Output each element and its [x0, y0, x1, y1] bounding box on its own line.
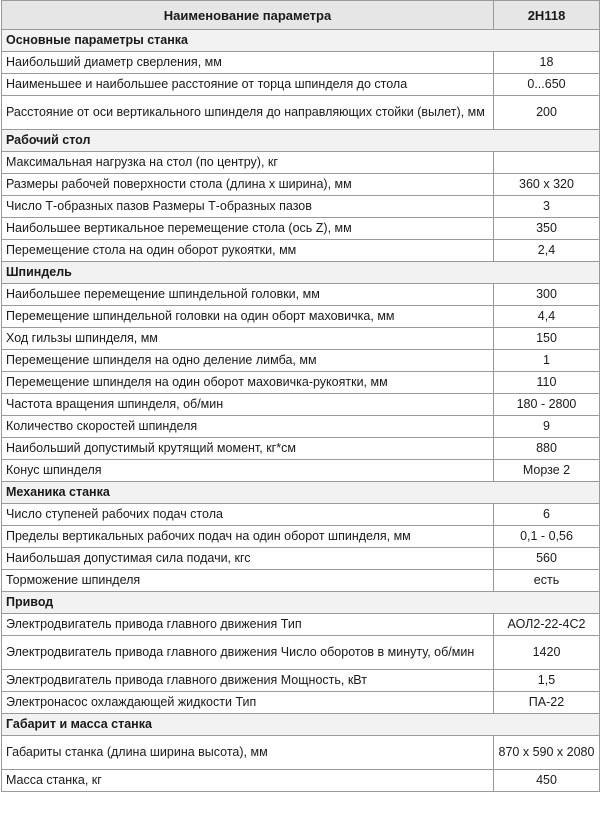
table-row: [2, 152, 600, 174]
parameter-name: Электродвигатель привода главного движения Мощность, кВт: [2, 670, 494, 692]
parameter-name: Наибольшее перемещение шпиндельной головки, мм: [2, 284, 494, 306]
table-row: [2, 394, 600, 416]
parameter-value: 2,4: [494, 240, 600, 262]
model-column-header: 2Н118: [494, 1, 600, 30]
parameter-name: Перемещение шпинделя на одно деление лимба, мм: [2, 350, 494, 372]
parameter-value: 1,5: [494, 670, 600, 692]
table-row: [2, 174, 600, 196]
parameter-name: Расстояние от оси вертикального шпинделя до направляющих стойки (вылет), мм: [2, 96, 494, 130]
table-row: [2, 692, 600, 714]
parameter-name: Количество скоростей шпинделя: [2, 416, 494, 438]
parameter-name: Электродвигатель привода главного движения Тип: [2, 614, 494, 636]
parameter-value: 18: [494, 52, 600, 74]
parameter-value: Морзе 2: [494, 460, 600, 482]
section-title: Привод: [2, 592, 600, 614]
section-row: [2, 592, 600, 614]
parameter-value: ПА-22: [494, 692, 600, 714]
parameter-value: 300: [494, 284, 600, 306]
table-row: [2, 736, 600, 770]
parameter-name: Частота вращения шпинделя, об/мин: [2, 394, 494, 416]
table-row: [2, 614, 600, 636]
table-row: [2, 670, 600, 692]
header-row: [2, 1, 600, 30]
parameter-value: 9: [494, 416, 600, 438]
parameter-value: 0...650: [494, 74, 600, 96]
table-row: [2, 636, 600, 670]
parameter-name: Перемещение стола на один оборот рукоятки, мм: [2, 240, 494, 262]
parameter-value: 0,1 - 0,56: [494, 526, 600, 548]
table-row: [2, 416, 600, 438]
parameter-value: 560: [494, 548, 600, 570]
table-row: [2, 96, 600, 130]
section-title: Шпиндель: [2, 262, 600, 284]
parameter-value: 150: [494, 328, 600, 350]
table-row: [2, 74, 600, 96]
spec-table: [1, 0, 600, 792]
table-row: [2, 328, 600, 350]
section-row: [2, 130, 600, 152]
parameter-name: Наибольшая допустимая сила подачи, кгс: [2, 548, 494, 570]
parameter-name: Число Т-образных пазов Размеры Т-образных пазов: [2, 196, 494, 218]
parameter-name: Электродвигатель привода главного движения Число оборотов в минуту, об/мин: [2, 636, 494, 670]
table-row: [2, 196, 600, 218]
parameter-name: Конус шпинделя: [2, 460, 494, 482]
table-row: [2, 306, 600, 328]
parameter-value: 110: [494, 372, 600, 394]
table-row: [2, 240, 600, 262]
parameter-name: Торможение шпинделя: [2, 570, 494, 592]
parameter-name: Электронасос охлаждающей жидкости Тип: [2, 692, 494, 714]
table-row: [2, 284, 600, 306]
parameter-name: Масса станка, кг: [2, 770, 494, 792]
table-row: [2, 350, 600, 372]
parameter-value: 360 х 320: [494, 174, 600, 196]
table-row: [2, 218, 600, 240]
parameter-value: 6: [494, 504, 600, 526]
parameter-value: 180 - 2800: [494, 394, 600, 416]
section-title: Габарит и масса станка: [2, 714, 600, 736]
parameter-name: Ход гильзы шпинделя, мм: [2, 328, 494, 350]
section-title: Рабочий стол: [2, 130, 600, 152]
section-title: Механика станка: [2, 482, 600, 504]
parameter-name: Наибольший диаметр сверления, мм: [2, 52, 494, 74]
parameter-value: АОЛ2-22-4С2: [494, 614, 600, 636]
parameter-value: 1420: [494, 636, 600, 670]
parameter-name: Габариты станка (длина ширина высота), мм: [2, 736, 494, 770]
parameter-value: 450: [494, 770, 600, 792]
parameter-value: 350: [494, 218, 600, 240]
table-row: [2, 438, 600, 460]
spec-body: [2, 30, 600, 792]
parameter-name: Наибольший допустимый крутящий момент, кг*см: [2, 438, 494, 460]
section-title: Основные параметры станка: [2, 30, 600, 52]
parameter-value: 880: [494, 438, 600, 460]
table-row: [2, 548, 600, 570]
parameter-name: Число ступеней рабочих подач стола: [2, 504, 494, 526]
table-row: [2, 372, 600, 394]
table-row: [2, 770, 600, 792]
parameter-value: 3: [494, 196, 600, 218]
parameter-name: Перемещение шпинделя на один оборот маховичка-рукоятки, мм: [2, 372, 494, 394]
table-row: [2, 460, 600, 482]
section-row: [2, 482, 600, 504]
parameter-value: 870 х 590 х 2080: [494, 736, 600, 770]
parameter-value: есть: [494, 570, 600, 592]
parameter-name: Пределы вертикальных рабочих подач на один оборот шпинделя, мм: [2, 526, 494, 548]
table-row: [2, 52, 600, 74]
param-column-header: Наименование параметра: [2, 1, 494, 30]
parameter-value: [494, 152, 600, 174]
section-row: [2, 30, 600, 52]
parameter-name: Наибольшее вертикальное перемещение стола (ось Z), мм: [2, 218, 494, 240]
parameter-name: Размеры рабочей поверхности стола (длина х ширина), мм: [2, 174, 494, 196]
parameter-value: 200: [494, 96, 600, 130]
table-row: [2, 570, 600, 592]
parameter-name: Перемещение шпиндельной головки на один оборт маховичка, мм: [2, 306, 494, 328]
section-row: [2, 714, 600, 736]
table-row: [2, 504, 600, 526]
parameter-value: 4,4: [494, 306, 600, 328]
section-row: [2, 262, 600, 284]
parameter-value: 1: [494, 350, 600, 372]
table-row: [2, 526, 600, 548]
parameter-name: Максимальная нагрузка на стол (по центру), кг: [2, 152, 494, 174]
parameter-name: Наименьшее и наибольшее расстояние от торца шпинделя до стола: [2, 74, 494, 96]
